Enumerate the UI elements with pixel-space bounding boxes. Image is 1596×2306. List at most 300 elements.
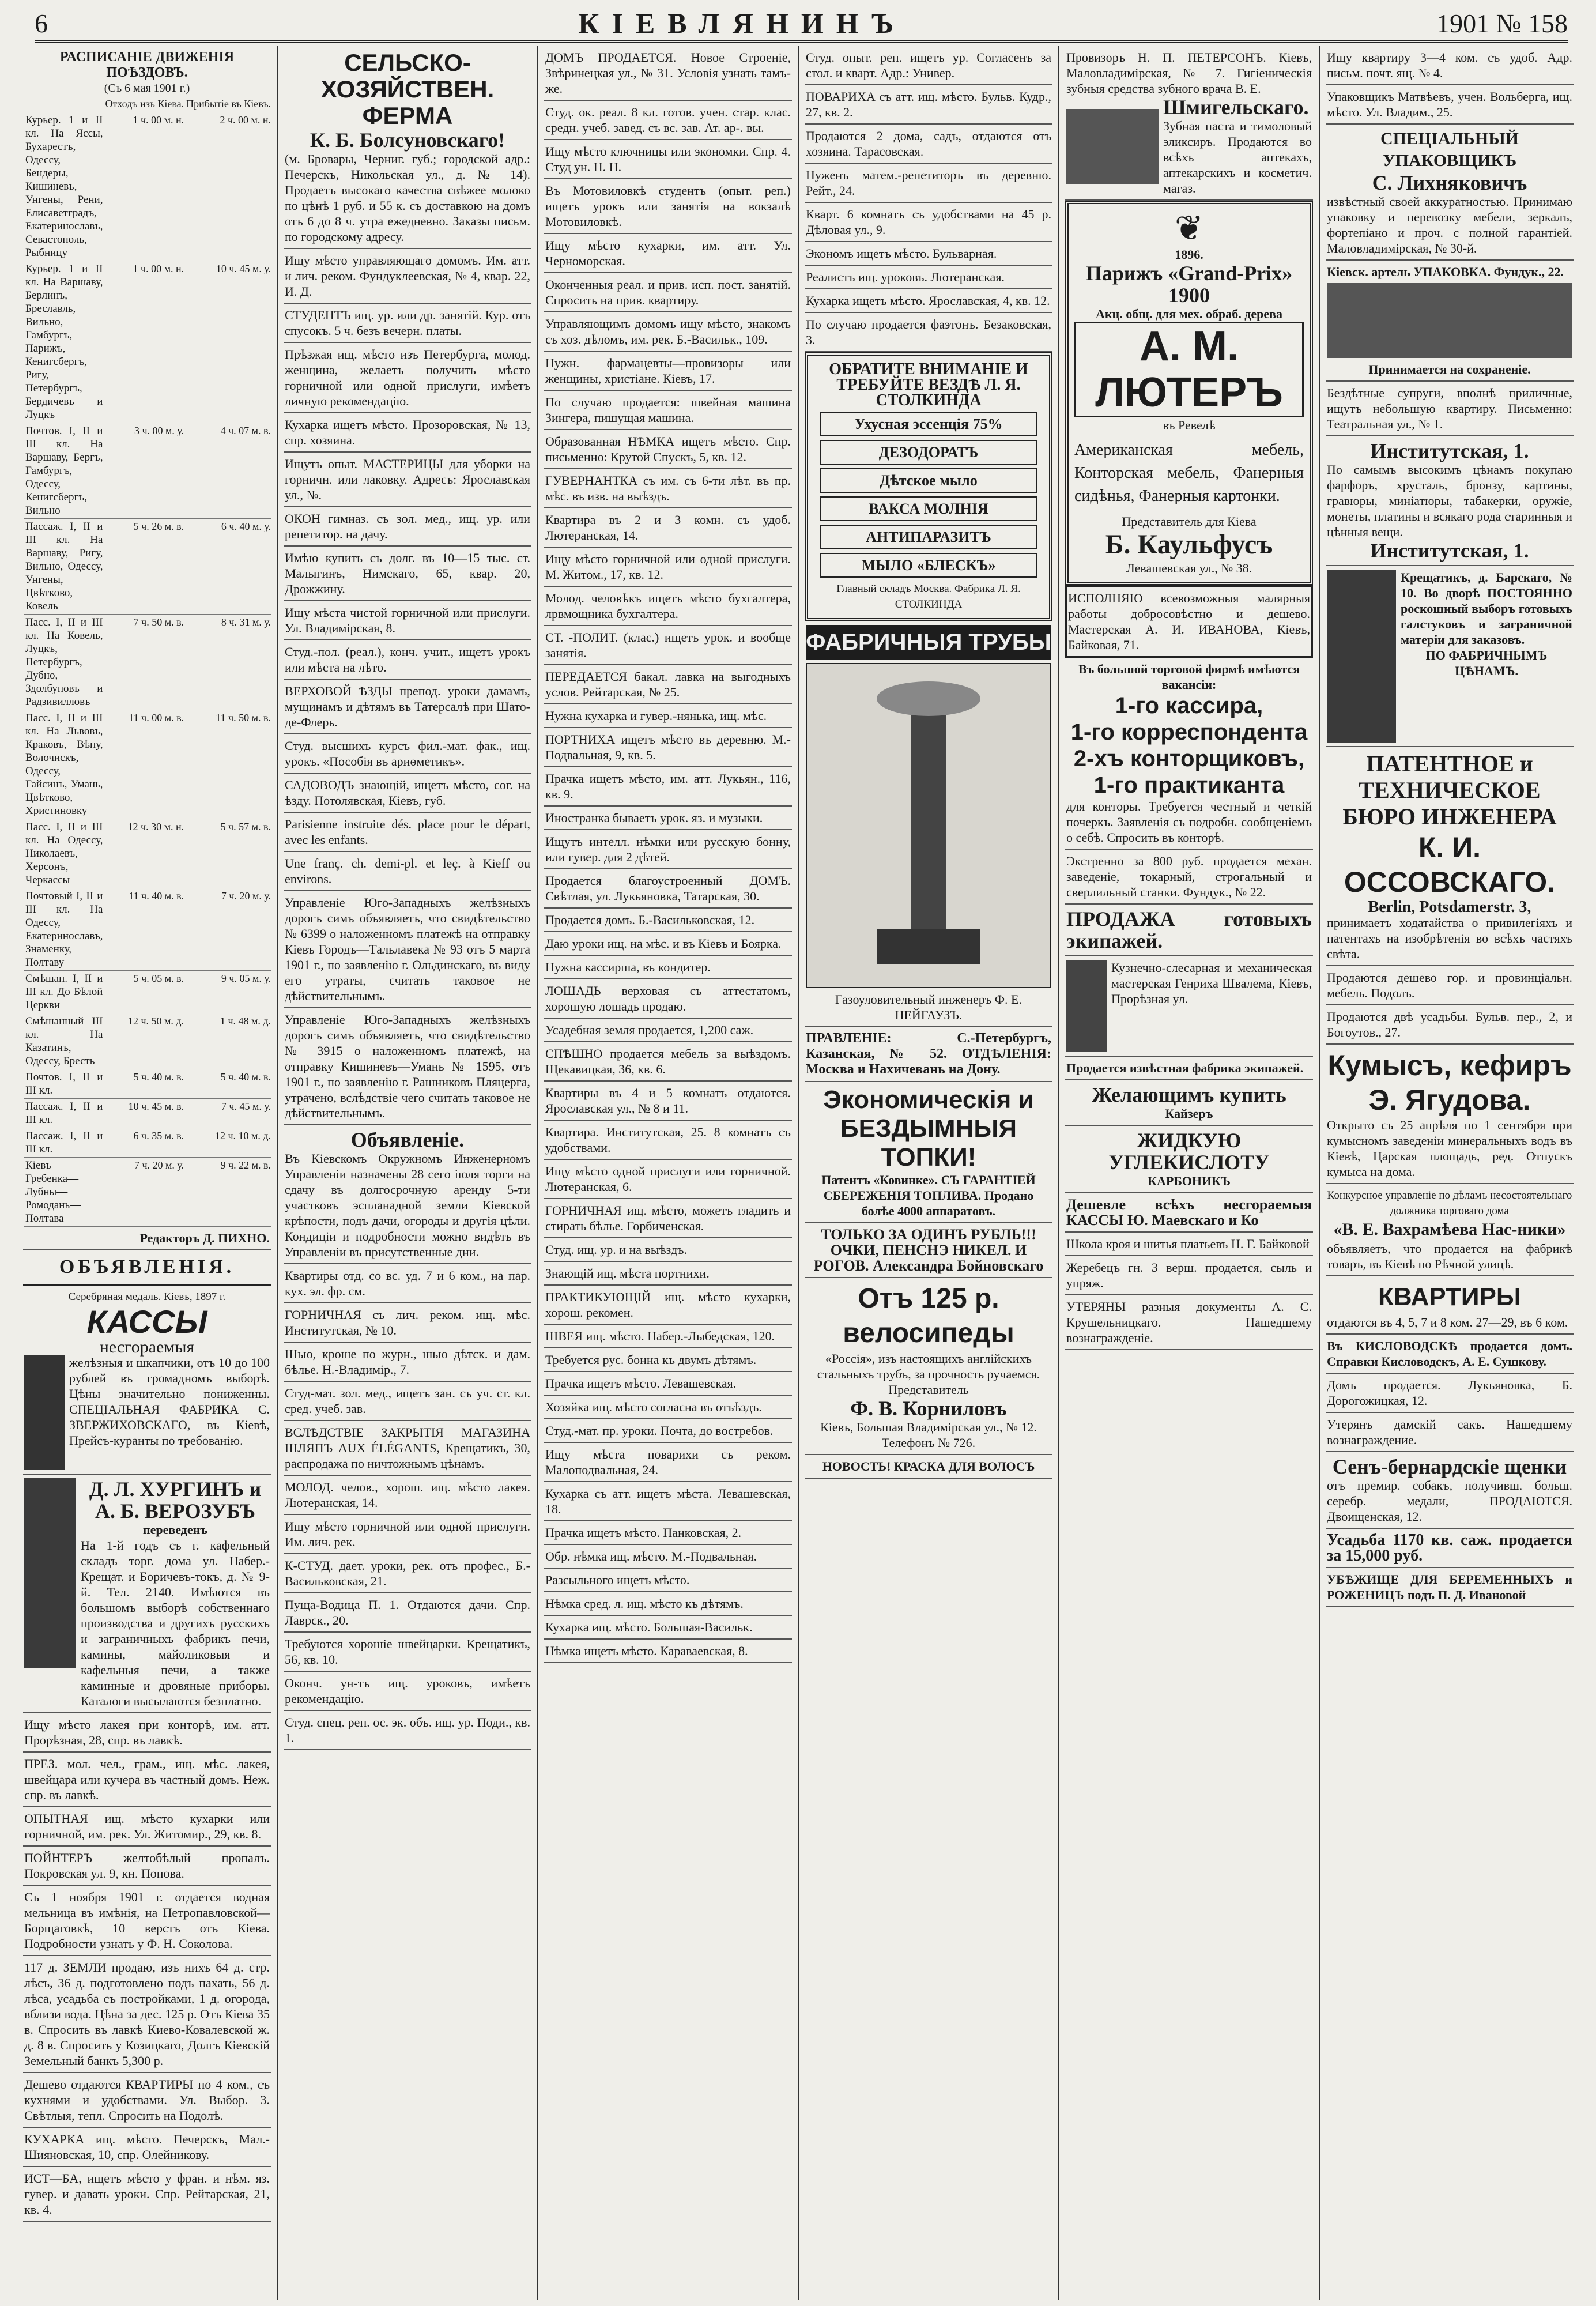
ad-fab-ekip-text: Продается извѣстная фабрика экипажей. (1066, 1061, 1304, 1075)
factory-chimney-picture (806, 663, 1051, 988)
timetable-cell: Смѣшан. I, II и III кл. До Бѣлой Церкви (24, 971, 104, 1013)
classified-ad: Реалистъ ищ. уроковъ. Лютеранская. (805, 266, 1052, 289)
ad-barsky (1326, 566, 1574, 747)
timetable-cell: Пасс. I, II и III кл. На Одессу, Николаевъ, Херсонъ, Черкассы (24, 819, 104, 888)
timetable-cell: 12 ч. 50 м. д. (104, 1013, 185, 1069)
ad-inst-text: По самымъ высокимъ цѣнамъ покупаю фарфоръ, хрусталь, бронзу, картины, гравюры, миніатюры, табакерки, оружіе, монеты, платины и всякаго рода старинныя и цѣнныя вещи. (1327, 462, 1572, 539)
section-heading: ОБЪЯВЛЕНІЯ. (23, 1250, 271, 1286)
classified-ad: Ищу мѣсто горничной или одной прислуги. М. Житом., 17, кв. 12. (544, 548, 792, 587)
column-4 (799, 46, 1059, 2300)
ad-spec (1326, 125, 1574, 261)
ad-suprugi (1326, 382, 1574, 436)
ad-peterson (1065, 46, 1313, 201)
col6-ads (1326, 46, 1574, 125)
ad-ferma-title: СЕЛЬСКО-ХОЗЯЙСТВЕН. ФЕРМА (320, 49, 495, 129)
classified-ad: Въ Мотовиловкѣ студентъ (опыт. реп.) ищетъ урокъ или занятія на вокзалѣ Мотовиловкѣ. (544, 179, 792, 234)
classified-ad: Прачка ищетъ мѣсто. Левашевская. (544, 1372, 792, 1396)
classified-ad: Управленіе Юго-Западныхъ желѣзныхъ дорогъ симъ объявляетъ, что свидѣтельство № 3915 о наложенномъ платежѣ, на отправку Кишиневъ—Умань № 1595, отъ 1901 г., по заявленію г. Рашниковъ Пляцерга, утрачено, вслѣдствіе чего считать таковое не дѣйствительнымъ. (284, 1008, 531, 1125)
ad-ferma-text: (м. Бровары, Черниг. губ.; городской адр.: Печерскъ, Никольская ул., д. № 14). Продаетъ высокаго качества свѣжее молоко по цѣнѣ 1 руб. и 55 к. съ доставкою на домъ отъ 6 до 8 ч. утра ежедневно. Заказы письм. по городскому адресу. (285, 152, 530, 244)
timetable-head (24, 96, 271, 112)
ad-kassy-title: КАССЫ (86, 1303, 207, 1340)
classified-ad: Продаются двѣ усадьбы. Бульв. пер., 2, и Богоутов., 27. (1326, 1005, 1574, 1045)
ad-hurgin-text: На 1-й годъ съ г. кафельный складъ торг. дома ул. Набер.-Крещат. и Боричевъ-токъ, д. № 9-й. Тел. 2140. Имѣются въ большомъ выборѣ собственнаго производства и другихъ русскихъ и заграничныхъ фабрикъ печи, камины, майоликовыя и кафельныя печи, а также каминные и дровяные приборы. Каталоги высылаются безплатно. (81, 1538, 270, 1708)
classified-ad: Прачка ищетъ мѣсто. Панковская, 2. (544, 1521, 792, 1545)
classified-ad: ИСТ—БА, ищетъ мѣсто у фран. и нѣм. яз. гувер. и давать уроки. Спр. Рейтарская, 21, кв. 4. (23, 2167, 271, 2222)
ad-shmig-text: Зубная паста и тимоловый эликсиръ. Продаются во всѣхъ аптекахъ, аптекарскихъ и косметич. магаз. (1163, 119, 1312, 195)
classified-ad: Требуется рус. бонна къ двумъ дѣтямъ. (544, 1348, 792, 1372)
ad-hurgin-sub: переведенъ (142, 1523, 208, 1537)
classified-ad: Квартиры отд. со вс. уд. 7 и 6 ком., на пар. кух. эл. фр. см. (284, 1264, 531, 1303)
ad-usadba (1326, 1529, 1574, 1568)
ad-ugle (1065, 1126, 1313, 1193)
classified-ad: Студ. высшихъ курсъ фил.-мат. фак., ищ. урокъ. «Пособія въ ариѳметикъ». (284, 734, 531, 774)
classified-ad: Кварт. 6 комнатъ съ удобствами на 45 р. Дѣловая ул., 9. (805, 203, 1052, 242)
column-3 (538, 46, 799, 2300)
ad-rubl (805, 1223, 1052, 1278)
classified-ad: Разсыльного ищетъ мѣсто. (544, 1569, 792, 1592)
timetable-row (24, 1069, 271, 1099)
classified-ad: Ищу квартиру 3—4 ком. съ удоб. Адр. письм. почт. ящ. № 4. (1326, 46, 1574, 85)
wagon-picture (1327, 283, 1572, 358)
classified-ad: Нужна кассирша, въ кондитер. (544, 956, 792, 979)
ad-fab-ekip (1065, 1057, 1313, 1080)
ad-artel-title: Кіевск. артель УПАКОВКА. Фундук., 22. (1327, 265, 1564, 279)
classified-ad: Ищу мѣсто одной прислуги или горничной. Лютеранская, 6. (544, 1160, 792, 1199)
classified-ad: Оконченныя реал. и прив. исп. пост. занятій. Спросить на прив. квартиру. (544, 273, 792, 312)
ad-extren-text: Экстренно за 800 руб. продается механ. заведеніе, токарный, строгальный и сверлильный станки. Фундук., № 22. (1066, 854, 1312, 899)
ad-dom (1326, 1374, 1574, 1413)
classified-ad: ОПЫТНАЯ ищ. мѣсто кухарки или горничной, им. рек. Ул. Житомир., 29, кв. 8. (23, 1807, 271, 1847)
timetable-row (24, 710, 271, 819)
timetable-cell: Курьер. 1 и II кл. На Варшаву, Берлинъ, Бреславль, Вильно, Гамбургъ, Парижъ, Кенигсбергъ, Ригу, Петербургъ, Бердичевъ и Луцкъ (24, 261, 104, 423)
ad-velo-name: Ф. В. Корниловъ (850, 1397, 1007, 1420)
classified-ad: ДОМЪ ПРОДАЕТСЯ. Новое Строеніе, Звѣринецкая ул., № 31. Условія узнать тамъ-же. (544, 46, 792, 101)
timetable-cell: Пасс. I, II и III кл. На Ковель, Луцкъ, Петербургъ, Дубно, Здолбуновъ и Радзивилловъ (24, 615, 104, 710)
timetable-head-cell: Прибытіе въ Кіевъ. (185, 96, 271, 112)
classified-ad: ГОРНИЧНАЯ ищ. мѣсто, можетъ гладить и стирать бѣлье. Горбиченская. (544, 1199, 792, 1238)
col3-ads (544, 46, 792, 1663)
classified-ad: Обр. нѣмка ищ. мѣсто. М.-Подвальная. (544, 1545, 792, 1569)
classified-ad: Иностранка бываетъ урок. яз. и музыки. (544, 807, 792, 830)
timetable-head-cell (24, 96, 104, 112)
ad-ubezh (1326, 1568, 1574, 1607)
ad-uteryan (1326, 1413, 1574, 1452)
classified-ad: Съ 1 ноября 1901 г. отдается водная мельница въ имѣнія, на Петропавловской—Борщаговкѣ, 10 верстъ отъ Кіева. Подробности узнать у Ф. Н. Соколова. (23, 1886, 271, 1956)
ad-luter-paris: Парижъ «Grand-Prix» 1900 (1085, 262, 1293, 307)
stolkind-product: МЫЛО «БЛЕСКЪ» (820, 553, 1037, 578)
classified-ad: Ищу мѣсто горничной или одной прислуги. Им. лич. рек. (284, 1515, 531, 1554)
ad-spec-text: извѣстный своей аккуратностью. Принимаю упаковку и перевозку мебели, зеркалъ, фортепіано и проч. с полной гарантіей. Маловладимірская, № 30-й. (1327, 194, 1572, 255)
ad-inst (1326, 436, 1574, 566)
ad-dom-text: Домъ продается. Лукьяновка, Б. Дорогожицкая, 12. (1327, 1378, 1572, 1408)
ad-vahr-title: «В. Е. Вахрамѣева Нас-ники» (1333, 1220, 1566, 1239)
stolkind-product: ВАКСА МОЛНІЯ (820, 496, 1037, 521)
ad-kajzer: Кайзеръ (1165, 1106, 1213, 1121)
issue-number: 1901 № 158 (1436, 8, 1568, 38)
ad-kassir-text: для конторы. Требуется честный и четкій почеркъ. Заявленія съ подробн. сообщеніемъ о себѣ. Спросить въ конторѣ. (1066, 799, 1312, 845)
classified-ad: Студ. опыт. реп. ищетъ ур. Согласенъ за стол. и кварт. Адр.: Универ. (805, 46, 1052, 85)
ad-kassir (1065, 658, 1313, 850)
classified-ad: ШВЕЯ ищ. мѣсто. Набер.-Лыбедская, 120. (544, 1325, 792, 1348)
timetable-cell: 9 ч. 05 м. у. (185, 971, 271, 1013)
classified-ad: Продаются дешево гор. и провинціальн. мебель. Подолъ. (1326, 966, 1574, 1005)
timetable-cell: Смѣшанный III кл. На Казатинъ, Одессу, Бресть (24, 1013, 104, 1069)
col2-ads (284, 249, 531, 1125)
timetable-cell: 1 ч. 00 м. н. (104, 261, 185, 423)
ad-kaulf: Б. Каульфусъ (1105, 529, 1273, 560)
ad-stolkind-foot: Главный складъ Москва. Фабрика Л. Я. СТОЛКИНДА (836, 583, 1021, 611)
timetable-cell: 7 ч. 50 м. в. (104, 615, 185, 710)
ad-kupit-title: Желающимъ купить (1092, 1083, 1286, 1106)
ad-barsky-sub: ПО ФАБРИЧНЫМЪ ЦѢНАМЪ. (1425, 648, 1548, 678)
ad-luter-year: 1896. (1175, 247, 1203, 262)
editor-line: Редакторъ Д. ПИХНО. (139, 1231, 270, 1245)
classified-ad: Нужна кухарка и гувер.-нянька, ищ. мѣс. (544, 704, 792, 728)
ad-ugle-title: ЖИДКУЮ УГЛЕКИСЛОТУ (1108, 1129, 1270, 1174)
ad-prodazha (1065, 905, 1313, 956)
classified-ad: Parisienne instruite dés. place pour le départ, avec les enfants. (284, 813, 531, 852)
classified-ad: Экономъ ищетъ мѣсто. Бульварная. (805, 242, 1052, 266)
timetable (23, 46, 271, 1250)
ad-hurgin (23, 1475, 271, 1713)
ad-patent-name: К. И. ОССОВСКАГО. (1344, 831, 1556, 898)
ad-usadba-text: Усадьба 1170 кв. саж. продается за 15,000 руб. (1327, 1531, 1572, 1565)
classified-ad: Шью, кроше по журн., шью дѣтск. и дам. бѣлье. Н.-Владимір., 7. (284, 1343, 531, 1382)
classified-ad: ВЕРХОВОЙ ѢЗДЫ препод. уроки дамамъ, мущинамъ и дѣтямъ въ Татерсалѣ при Шато-де-Флерь. (284, 680, 531, 734)
ad-shkola (1065, 1233, 1313, 1256)
stolkind-product: АНТИПАРАЗИТЪ (820, 525, 1037, 549)
timetable-row (24, 112, 271, 261)
ad-kassy-maev-text: Дешевле всѣхъ несгораемыя КАССЫ Ю. Маевскаго и Ко (1066, 1196, 1312, 1229)
timetable-cell: 7 ч. 45 м. у. (185, 1099, 271, 1128)
timetable-cell: 5 ч. 40 м. в. (104, 1069, 185, 1099)
vacancy-line: 1-го корреспондента (1070, 719, 1308, 745)
ad-kupit (1065, 1080, 1313, 1126)
ad-kumys (1326, 1045, 1574, 1184)
ad-shmig-title: Шмигельскаго. (1163, 96, 1309, 119)
stove-picture (24, 1478, 76, 1668)
timetable-row (24, 261, 271, 423)
classified-ad: Студ. спец. реп. ос. эк. объ. ищ. ур. Поди., кв. 1. (284, 1711, 531, 1750)
vacancy-line: 1-го кассира, (1115, 693, 1263, 718)
ad-velo-addr: Кіевъ, Большая Владимірская ул., № 12. Телефонъ № 726. (820, 1420, 1037, 1450)
ad-kassy-maev (1065, 1193, 1313, 1233)
classified-ad: ПОРТНИХА ищетъ мѣсто въ деревню. М.-Подвальная, 9, кв. 5. (544, 728, 792, 767)
ad-stolkind (805, 352, 1052, 621)
timetable-row (24, 615, 271, 710)
ad-zherebets (1065, 1256, 1313, 1295)
timetable-row (24, 1099, 271, 1128)
col6-ads2 (1326, 966, 1574, 1045)
ad-kv (1326, 1276, 1574, 1335)
ad-topki-text: Патентъ «Ковинке». СЪ ГАРАНТІЕЙ СБЕРЕЖЕНІЯ ТОПЛИВА. Продано болѣе 4000 аппаратовъ. (821, 1173, 1036, 1218)
classified-ad: Образованная НѢМКА ищетъ мѣсто. Спр. письменно: Крутой Спускъ, 5, кв. 12. (544, 430, 792, 469)
ad-sen-title: Сенъ-бернардскіе щенки (1332, 1455, 1567, 1478)
newspaper-title: КІЕВЛЯНИНЪ (578, 7, 906, 39)
ad-novost-text: НОВОСТЬ! КРАСКА ДЛЯ ВОЛОСЪ (822, 1459, 1035, 1474)
timetable-cell: Курьер. 1 и II кл. На Ясcы, Бухарестъ, Одессу, Бендеры, Кишиневъ, Унгены, Рени, Елисаветградъ, Екатеринославъ, Севастополь, Рыбницу (24, 112, 104, 261)
ad-kaulf-addr: Левашевская ул., № 38. (1126, 561, 1252, 575)
ad-kumys-name: Э. Ягудова. (1368, 1084, 1531, 1116)
ad-luter-name: А. М. ЛЮТЕРЪ (1074, 322, 1304, 417)
classified-ad: СПѢШНО продается мебель за выѣздомъ. Щекавицкая, 36, кв. 6. (544, 1042, 792, 1082)
ad-uteryan-text: Утерянъ дамскій сакъ. Нашедшему вознаграждение. (1327, 1417, 1572, 1447)
classified-ad: КУХАРКА ищ. мѣсто. Печерскъ, Мал.-Шияновская, 10, спр. Олейникову. (23, 2128, 271, 2167)
timetable-cell: 2 ч. 00 м. н. (185, 112, 271, 261)
classified-ad: ПРАКТИКУЮЩІЙ ищ. мѣсто кухарки, хорош. рекомен. (544, 1286, 792, 1325)
timetable-row (24, 1158, 271, 1227)
classified-ad: Дешево отдаются КВАРТИРЫ по 4 ком., съ кухнями и удобствами. Ул. Выбор. 3. Свѣтлыя, тепл. Спросить на Подолѣ. (23, 2073, 271, 2128)
timetable-head-cell: Отходъ изъ Кіева. (104, 96, 185, 112)
ad-barsky-text: Крещатикъ, д. Барскаго, № 10. Во дворѣ ПОСТОЯННО роскошный выборъ готовыхъ галстуковъ и заграничной матеріи для заказовъ. (1401, 570, 1572, 647)
timetable-body (24, 112, 271, 1227)
timetable-cell: Почтов. I, II и III кл. На Варшаву, Бергъ, Гамбургъ, Одессу, Кенигсбергъ, Вильно (24, 423, 104, 519)
ad-ispoln-text: ИСПОЛНЯЮ всевозможныя малярныя работы добросовѣстно и дешево. Мастерская А. И. ИВАНОВА, Кіевъ, Байковая, 71. (1068, 591, 1310, 652)
ad-patent-title: ПАТЕНТНОЕ и ТЕХНИЧЕСКОЕ БЮРО ИНЖЕНЕРА (1342, 751, 1557, 830)
ad-velo-title: Отъ 125 р. велосипеды (843, 1283, 1014, 1348)
ad-velo (805, 1278, 1052, 1455)
classified-ad: Кухарка ищетъ мѣсто. Ярославская, 4, кв. 12. (805, 289, 1052, 313)
ad-extren (1065, 850, 1313, 905)
ad-truby (805, 621, 1052, 1027)
ad-konkurs: Конкурсное управленіе по дѣламъ несостоятельнаго должника торговаго дома (1327, 1189, 1572, 1217)
timetable-cell: 12 ч. 10 м. д. (185, 1128, 271, 1158)
ad-kassy-medal: Серебряная медаль. Кіевъ, 1897 г. (68, 1291, 226, 1303)
timetable-cell: 10 ч. 45 м. в. (104, 1099, 185, 1128)
chimney-icon (859, 676, 998, 975)
timetable-cell: 7 ч. 20 м. у. (185, 888, 271, 971)
stolkind-product: ДЕЗОДОРАТЪ (820, 440, 1037, 465)
safe-picture (24, 1355, 65, 1470)
ad-shkola-text: Школа кроя и шитья платьевъ Н. Г. Байковой (1066, 1237, 1310, 1251)
classified-ad: Упаковщикъ Матвѣевъ, учен. Вольберга, ищ. мѣсто. Ул. Владим., 25. (1326, 85, 1574, 125)
timetable-row (24, 1013, 271, 1069)
ad-spec-name: С. Лихняковичъ (1372, 171, 1527, 194)
toothpaste-jar-picture (1066, 109, 1159, 184)
classified-ad: Имѣю купить съ долг. въ 10—15 тыс. ст. Малыгинъ, Нимскаго, 65, квар. 20, Дрожжину. (284, 547, 531, 601)
vacancy-line: 2-хъ конторщиковъ, (1073, 746, 1305, 771)
ad-novost (805, 1455, 1052, 1479)
classified-ad: По случаю продается фаэтонъ. Безаковская, 3. (805, 313, 1052, 352)
classified-ad: Молод. человѣкъ ищетъ мѣсто бухгалтера, лрвмощника бухгалтера. (544, 587, 792, 626)
ad-kassy-sub: несгораемыя (99, 1337, 195, 1357)
ad-shvalem (1065, 956, 1313, 1057)
ad-karbonik: КАРБОНИКЪ (1148, 1174, 1231, 1188)
timetable-cell: 9 ч. 22 м. в. (185, 1158, 271, 1227)
classified-ad: К-СТУД. дает. уроки, рек. отъ профес., Б.-Васильковская, 21. (284, 1554, 531, 1593)
timetable-cell: 4 ч. 07 м. в. (185, 423, 271, 519)
ad-vahr-text: объявляетъ, что продается на фабрикѣ товаръ, въ Кіевѣ по Рѣчной улицѣ. (1327, 1241, 1572, 1271)
vacancy-line: 1-го практиканта (1093, 773, 1285, 798)
classified-ad: ПОВАРИХА съ атт. ищ. мѣсто. Бульв. Кудр., 27, кв. 2. (805, 85, 1052, 125)
classified-ad: Знающій ищ. мѣста портнихи. (544, 1262, 792, 1286)
classified-ad: Ищу мѣсто лакея при конторѣ, им. атт. Прорѣзная, 28, спр. въ лавкѣ. (23, 1713, 271, 1753)
classified-ad: Студ.-пол. (реал.), конч. учит., ищетъ урокъ или мѣста на лѣто. (284, 640, 531, 680)
timetable-title: РАСПИСАНІЕ ДВИЖЕНІЯ ПОѢЗДОВЪ. (59, 50, 235, 80)
classified-ad: ПОЙНТЕРЪ желтобѣлый пропалъ. Покровская ул. 9, кн. Попова. (23, 1847, 271, 1886)
necktie-box-picture (1327, 570, 1396, 743)
classified-ad: Усадебная земля продается, 1,200 саж. (544, 1019, 792, 1042)
ad-suprugi-text: Бездѣтные супруги, вполнѣ приличные, ищутъ небольшую квартиру. Письменно: Театральная ул., № 1. (1327, 386, 1572, 431)
ad-luter-items: Американская мебель, Конторская мебель, Фанерныя сидѣнья, Фанерныя картонки. (1074, 441, 1304, 505)
classified-ad: Ищутъ опыт. МАСТЕРИЦЫ для уборки на горничн. или лаковку. Адресъ: Ярославская ул., №. (284, 453, 531, 507)
stolkind-items (814, 412, 1043, 578)
classified-ad: Продается домъ. Б.-Васильковская, 12. (544, 909, 792, 932)
classified-ad: Продаются 2 дома, садъ, отдаются отъ хозяина. Тарасовская. (805, 125, 1052, 164)
lamp-picture (1066, 960, 1107, 1052)
classified-ad: ГУВЕРНАНТКА съ им. съ 6-ти лѣт. въ пр. мѣс. въ изв. на выѣздъ. (544, 469, 792, 508)
timetable-row (24, 971, 271, 1013)
timetable-row (24, 888, 271, 971)
timetable-cell: 5 ч. 57 м. в. (185, 819, 271, 888)
ad-truby-foot: Газоуловительный инженеръ Ф. Е. НЕЙГАУЗЪ. (835, 992, 1022, 1022)
timetable-row (24, 519, 271, 615)
timetable-cell: 5 ч. 05 м. в. (104, 971, 185, 1013)
ad-pravl (805, 1027, 1052, 1082)
column-6 (1320, 46, 1579, 2300)
ad-pravl-text: ПРАВЛЕНІЕ: С.-Петербургъ, Казанская, № 52. ОТДѢЛЕНІЯ: Москва и Нахичевань на Дону. (806, 1031, 1051, 1077)
ad-truby-title: ФАБРИЧНЫЯ ТРУБЫ (806, 625, 1051, 660)
timetable-cell: Кіевъ—Гребенка—Лубны—Ромодань—Полтава (24, 1158, 104, 1227)
classified-ad: Ищу мѣста чистой горничной или прислуги. Ул. Владимірская, 8. (284, 601, 531, 640)
ad-kislov-text: Въ КИСЛОВОДСКѢ продается домъ. Справки Кисловодскъ, А. Е. Сушкову. (1327, 1339, 1572, 1369)
timetable-cell: 12 ч. 30 м. н. (104, 819, 185, 888)
classified-ad: СТ. -ПОЛИТ. (клас.) ищетъ урок. и вообще занятія. (544, 626, 792, 665)
classified-ad: Пуща-Водица П. 1. Отдаются дачи. Спр. Лаврск., 20. (284, 1593, 531, 1633)
timetable-cell: 5 ч. 40 м. в. (185, 1069, 271, 1099)
timetable-cell: Пассаж. I, II и III кл. (24, 1099, 104, 1128)
timetable-cell: 6 ч. 40 м. у. (185, 519, 271, 615)
classified-ad: Кухарка ищ. мѣсто. Большая-Васильк. (544, 1616, 792, 1640)
timetable-cell: 5 ч. 26 м. в. (104, 519, 185, 615)
eagle-emblem-icon: ❦ (1174, 209, 1204, 247)
classified-ad: САДОВОДЪ знающій, ищетъ мѣсто, сог. на ѣзду. Потолявская, Кіевъ, губ. (284, 774, 531, 813)
stolkind-product: Дѣтское мыло (820, 468, 1037, 493)
timetable-cell: 11 ч. 40 м. в. (104, 888, 185, 971)
timetable-cell: 6 ч. 35 м. в. (104, 1128, 185, 1158)
timetable-cell: 3 ч. 00 м. у. (104, 423, 185, 519)
ad-sen-text: отъ премир. собакъ, получивш. больш. серебр. медали, ПРОДАЮТСЯ. Двоищенская, 12. (1327, 1478, 1572, 1524)
ad-artel-sub: Принимается на сохраненіе. (1368, 362, 1531, 376)
classified-ad: Нуженъ матем.-репетиторъ въ деревню. Рейт., 24. (805, 164, 1052, 203)
timetable-cell: Почтов. I, II и III кл. (24, 1069, 104, 1099)
classified-ad: ГОРНИЧНАЯ съ лич. реком. ищ. мѣс. Институтская, № 10. (284, 1303, 531, 1343)
ad-ferma (284, 46, 531, 249)
ad-vahr (1326, 1184, 1574, 1276)
ad-patent (1326, 747, 1574, 966)
kassir-lines (1066, 692, 1312, 798)
timetable-cell: Почтовый I, II и III кл. На Одессу, Екатеринославъ, Знаменку, Полтаву (24, 888, 104, 971)
ad-kumys-title: Кумысъ, кефиръ (1327, 1049, 1572, 1082)
classified-ad: ЛОШАДЬ верховая съ аттестатомъ, хорошую лошадь продаю. (544, 979, 792, 1019)
ad-inst-sub: Институтская, 1. (1370, 539, 1529, 562)
classified-ad: Ищутъ интелл. нѣмки или русскую бонну, или гувер. для 2 дѣтей. (544, 830, 792, 869)
classified-ad: ОКОН гимназ. съ зол. мед., ищ. ур. или репетитор. на дачу. (284, 507, 531, 547)
timetable-cell: 11 ч. 00 м. в. (104, 710, 185, 819)
timetable-row (24, 1128, 271, 1158)
col4-ads (805, 46, 1052, 352)
masthead (35, 6, 1568, 43)
classified-ad: ПРЕЗ. мол. чел., грам., ищ. мѣс. лакея, швейцара или кучера въ частный домъ. Неж. спр. въ лавкѣ. (23, 1753, 271, 1807)
classified-ad: Ищу мѣста поварихи съ реком. Малоподвальная, 24. (544, 1443, 792, 1482)
timetable-row (24, 423, 271, 519)
ad-obyav-title: Объявленіе. (350, 1128, 465, 1151)
ad-peterson-text: Провизоръ Н. П. ПЕТЕРСОНЪ. Кіевъ, Маловладимірская, № 7. Гигіеническія зубныя средства зубного врача В. Е. (1066, 50, 1312, 96)
stolkind-product: Ухусная эссенція 75% (820, 412, 1037, 436)
classified-ad: Требуются хорошіе швейцарки. Крещатикъ, 56, кв. 10. (284, 1633, 531, 1672)
classified-ad: Оконч. ун-тъ ищ. уроковъ, имѣетъ рекомендацію. (284, 1672, 531, 1711)
ad-kassir-head: Въ большой торговой фирмѣ имѣются вакансіи: (1078, 662, 1300, 692)
classified-ad: 117 д. ЗЕМЛИ продаю, изъ нихъ 64 д. стр. лѣсъ, 36 д. подготовлено подъ пахать, 56 д. лѣса, усадьба съ постройками, 1 д. огорода, вблизи вода. Цѣна за дес. 125 р. Отъ Кіева 35 в. Спросить въ лавкѣ Киево-Ковалевской ж. д. 8 в. Спросить у Козицкаго, Долгъ Кіевскій Земельный банкъ 5,300 р. (23, 1956, 271, 2073)
ad-obyav (284, 1125, 531, 1264)
classified-ad: Квартиры въ 4 и 5 комнатъ отдаются. Ярославская ул., № 8 и 11. (544, 1082, 792, 1121)
ad-uter (1065, 1295, 1313, 1350)
classified-ad: Ищу мѣсто кухарки, им. атт. Ул. Черноморская. (544, 234, 792, 273)
ad-luter-city: въ Ревелѣ (1163, 418, 1216, 432)
ad-sen (1326, 1452, 1574, 1529)
classified-ad: Прѣзжая ищ. мѣсто изъ Петербурга, молод. женщина, желаетъ получить мѣсто горничной или одной прислуги, имѣетъ личную рекомендацію. (284, 343, 531, 413)
classified-ad: Нѣмка ищетъ мѣсто. Караваевская, 8. (544, 1640, 792, 1663)
timetable-subtitle: (Съ 6 мая 1901 г.) (104, 82, 190, 95)
column-2 (278, 46, 538, 2300)
classified-ad: Хозяйка ищ. мѣсто согласна въ отъѣздъ. (544, 1396, 792, 1419)
timetable-cell: 1 ч. 00 м. н. (104, 112, 185, 261)
ad-luter-rep: Представитель для Кіева (1122, 514, 1257, 529)
ad-topki-title: Экономическія и БЕЗДЫМНЫЯ ТОПКИ! (823, 1086, 1034, 1171)
ad-kassy-text: желѣзныя и шкапчики, отъ 10 до 100 рублей въ громадномъ выборѣ. Цѣны значительно пониженны. СПЕЦІАЛЬНАЯ ФАБРИКА С. ЗВЕРЖИХОВСКАГО, въ Кіевѣ, Прейсъ-куранты по требованію. (69, 1355, 270, 1448)
page-number: 6 (35, 8, 48, 38)
timetable-cell: 1 ч. 48 м. д. (185, 1013, 271, 1069)
ad-prodazha-text: ПРОДАЖА готовыхъ экипажей. (1066, 907, 1312, 952)
timetable-table (24, 96, 271, 1227)
ad-kv-title: КВАРТИРЫ (1378, 1283, 1521, 1311)
classified-ad: Студ. ищ. ур. и на выѣздъ. (544, 1238, 792, 1262)
ad-hurgin-title: Д. Л. ХУРГИНЪ и А. Б. ВЕРОЗУБЪ (89, 1478, 262, 1523)
classified-ad: Кухарка съ атт. ищетъ мѣста. Левашевская, 18. (544, 1482, 792, 1521)
ad-patent-addr: Berlin, Potsdamerstr. 3, (1368, 898, 1531, 916)
timetable-cell: 8 ч. 31 м. у. (185, 615, 271, 710)
ad-luter-pre: Акц. общ. для мех. обраб. дерева (1095, 307, 1282, 321)
classified-ad: Нужн. фармацевты—провизоры или женщины, христіане. Кіевъ, 17. (544, 352, 792, 391)
classified-ad: Квартира въ 2 и 3 комн. съ удоб. Лютеранская, 14. (544, 508, 792, 548)
classified-ad: Нѣмка сред. л. ищ. мѣсто къ дѣтямъ. (544, 1592, 792, 1616)
timetable-cell: 11 ч. 50 м. в. (185, 710, 271, 819)
classified-ad: Une franç. ch. demi-pl. et leç. à Kieff ou environs. (284, 852, 531, 891)
ad-velo-text: «Россія», изъ настоящихъ англійскихъ стальныхъ трубъ, за прочность ручаемся. Представитель (817, 1351, 1040, 1397)
timetable-cell: 7 ч. 20 м. у. (104, 1158, 185, 1227)
column-1 (17, 46, 278, 2300)
classified-ad: Квартира. Институтская, 25. 8 комнатъ съ удобствами. (544, 1121, 792, 1160)
classified-ad: Студ-мат. зол. мед., ищетъ зан. съ уч. ст. кл. сред. учеб. зав. (284, 1382, 531, 1421)
ad-shvalem-text: Кузнечно-слесарная и механическая мастерская Генриха Швалема, Кіевъ, Прорѣзная ул. (1111, 960, 1312, 1006)
ad-artel (1326, 261, 1574, 382)
timetable-cell: Пассаж. I, II и III кл. На Варшаву, Ригу, Вильно, Одессу, Унгены, Цвѣтково, Ковель (24, 519, 104, 615)
classified-ad: Студ.-мат. пр. уроки. Почта, до востребов. (544, 1419, 792, 1443)
ad-ferma-name: К. Б. Болсуновскаго! (310, 129, 505, 152)
ad-stolkind-title: ОБРАТИТЕ ВНИМАНІЕ И ТРЕБУЙТЕ ВЕЗДѢ Л. Я. СТОЛКИНДА (829, 360, 1028, 409)
ad-spec-title: СПЕЦІАЛЬНЫЙ УПАКОВЩИКЪ (1380, 129, 1519, 170)
columns (17, 46, 1579, 2300)
timetable-cell: Пассаж. I, II и III кл. (24, 1128, 104, 1158)
classified-ad: Ищу мѣсто управляющаго домомъ. Им. атт. и лич. реком. Фундуклеевская, № 4, квар. 22, И. Д. (284, 249, 531, 304)
ad-inst-title: Институтская, 1. (1370, 439, 1529, 462)
ad-luter (1065, 201, 1313, 585)
classified-ad: Управленіе Юго-Западныхъ желѣзныхъ дорогъ симъ объявляетъ, что свидѣтельство № 6399 о наложенномъ платежѣ на отправку Кіевъ Городъ—Тальлавека № 93 отъ 5 марта 1901 г., по заявленію г. Ольдинскаго, въ виду его утраты, считать таковое не дѣйствительнымъ. (284, 891, 531, 1008)
timetable-cell: 10 ч. 45 м. у. (185, 261, 271, 423)
classified-ad: Управляющимъ домомъ ищу мѣсто, знакомъ съ хоз. дѣломъ, им. рек. Б.-Васильк., 109. (544, 312, 792, 352)
timetable-row (24, 819, 271, 888)
ad-kv-text: отдаются въ 4, 5, 7 и 8 ком. 27—29, въ 6 ком. (1327, 1315, 1568, 1329)
